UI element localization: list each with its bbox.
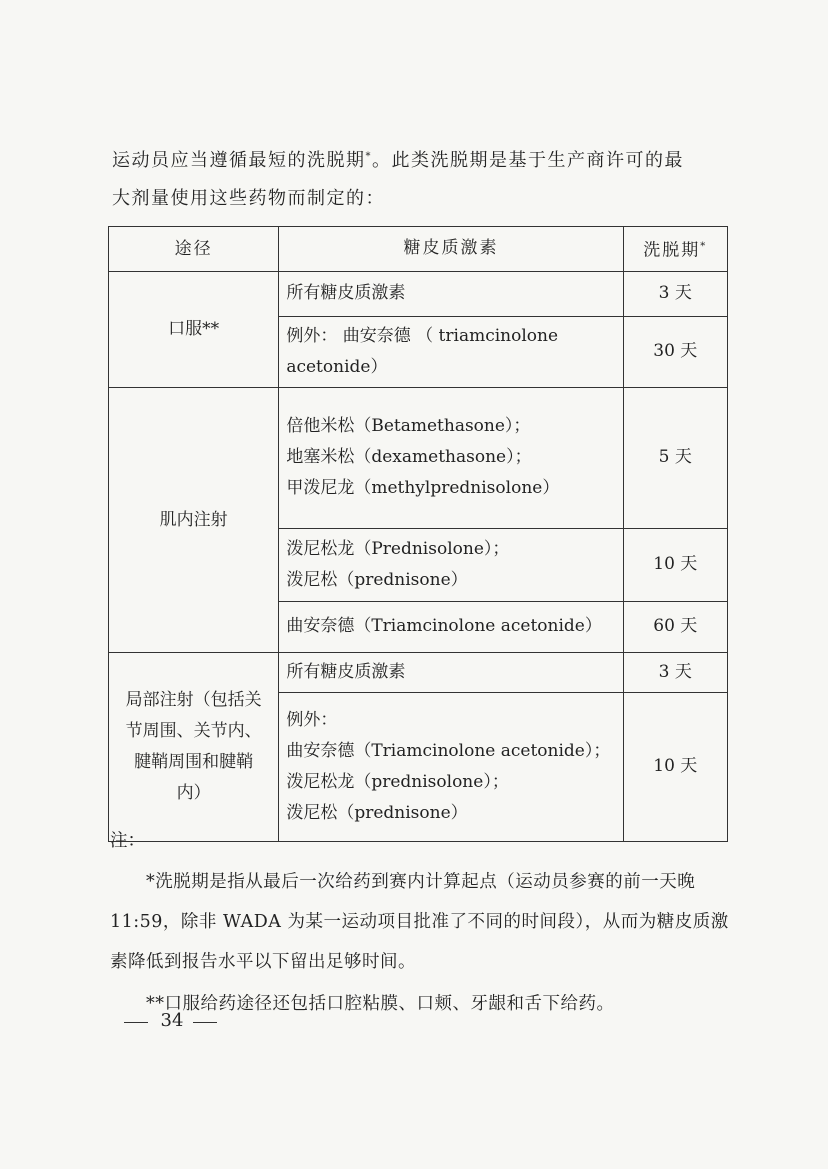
footer-dash-right xyxy=(193,1022,217,1023)
drug-line: acetonide） xyxy=(286,356,388,377)
drug-line: 倍他米松（Betamethasone）； xyxy=(286,416,531,437)
page-number: 34 xyxy=(160,1010,184,1031)
drug-line: 例外： xyxy=(286,709,338,730)
note-washout-definition: *洗脱期是指从最后一次给药到赛内计算起点（运动员参赛的前一天晚 11:59，除非 WADA 为某一运动项目批准了不同的时间段），从而为糖皮质激素降低到报告水平以下留出足够时间。 xyxy=(110,872,729,972)
drug-line: 所有糖皮质激素 xyxy=(286,661,406,682)
period-cell: 5 天 xyxy=(623,387,727,528)
header-period-asterisk: * xyxy=(700,241,708,252)
route-oral: 口服** xyxy=(109,271,279,387)
drug-line: 曲安奈德（Triamcinolone acetonide）； xyxy=(286,740,611,761)
notes-section xyxy=(110,826,730,1024)
header-route: 途径 xyxy=(109,227,279,272)
period-cell: 10 天 xyxy=(623,692,727,841)
period-cell: 10 天 xyxy=(623,528,727,601)
drug-line: 泼尼松（prednisone） xyxy=(286,569,468,590)
period-cell: 3 天 xyxy=(623,652,727,692)
intro-line1-b: 。此类洗脱期是基于生产商许可的最 xyxy=(372,150,684,171)
intro-paragraph xyxy=(112,138,732,218)
route-line: 局部注射（包括关 xyxy=(125,689,262,710)
route-line: 腱鞘周围和腱鞘 xyxy=(134,751,254,772)
note-oral-route: **口服给药途径还包括口腔粘膜、口颊、牙龈和舌下给药。 xyxy=(146,994,615,1014)
drug-cell xyxy=(279,692,623,841)
route-line: 节周围、关节内、 xyxy=(125,720,262,741)
intro-line2: 大剂量使用这些药物而制定的： xyxy=(112,188,385,209)
intro-asterisk: * xyxy=(365,151,372,162)
drug-line: 所有糖皮质激素 xyxy=(286,283,406,304)
drug-line: 曲安奈德（Triamcinolone acetonide） xyxy=(286,616,602,637)
period-cell: 60 天 xyxy=(623,601,727,652)
washout-table xyxy=(108,226,728,842)
drug-line: 例外： 曲安奈德 （ triamcinolone xyxy=(286,325,559,346)
drug-line: 泼尼松龙（Prednisolone）； xyxy=(286,538,510,559)
table-row xyxy=(109,652,728,692)
table-row xyxy=(109,387,728,528)
drug-line: 甲泼尼龙（methylprednisolone） xyxy=(286,478,560,499)
drug-cell xyxy=(279,528,623,601)
table-row xyxy=(109,271,728,316)
drug-line: 泼尼松龙（prednisolone）； xyxy=(286,771,509,792)
footer-dash-left xyxy=(124,1022,148,1023)
drug-line: 地塞米松（dexamethasone）； xyxy=(286,447,532,468)
route-line: 内） xyxy=(176,782,211,803)
period-cell: 3 天 xyxy=(623,271,727,316)
drug-cell xyxy=(279,652,623,692)
notes-label: 注： xyxy=(110,831,145,851)
header-period xyxy=(623,227,727,272)
drug-cell xyxy=(279,601,623,652)
route-intramuscular: 肌内注射 xyxy=(109,387,279,652)
drug-cell xyxy=(279,316,623,387)
drug-line: 泼尼松（prednisone） xyxy=(286,802,468,823)
intro-line1-a: 运动员应当遵循最短的洗脱期 xyxy=(112,150,366,171)
period-cell: 30 天 xyxy=(623,316,727,387)
drug-cell xyxy=(279,387,623,528)
header-period-label: 洗脱期 xyxy=(643,240,701,261)
table-header-row xyxy=(109,227,728,272)
drug-cell xyxy=(279,271,623,316)
header-drug: 糖皮质激素 xyxy=(279,227,623,272)
route-local-injection xyxy=(109,652,279,841)
